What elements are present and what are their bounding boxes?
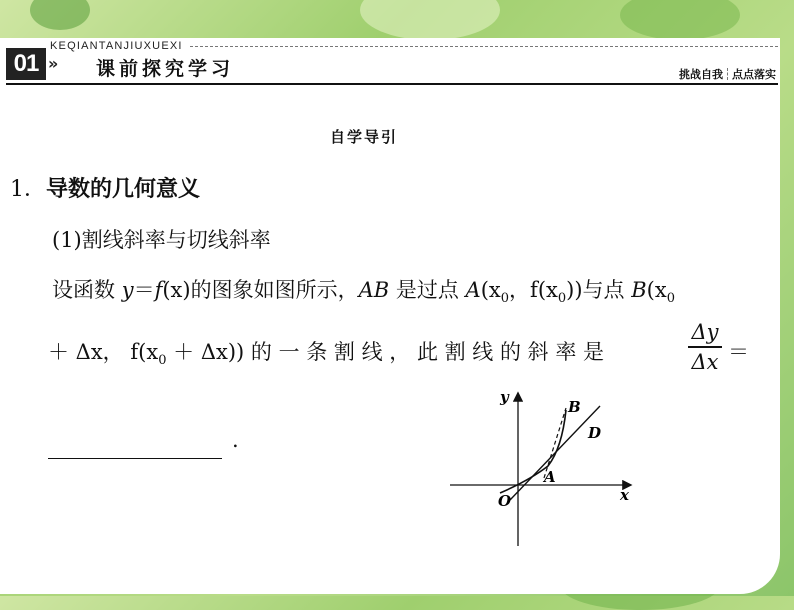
math: ＋ Δx)) xyxy=(166,340,245,364)
point-B-label: B xyxy=(568,398,581,416)
math-sub: 0 xyxy=(557,291,567,307)
point-D-label: D xyxy=(588,424,602,442)
answer-blank[interactable] xyxy=(48,458,222,459)
math-x: (x) xyxy=(162,278,191,302)
sub-item: (1)割线斜率与切线斜率 xyxy=(52,228,271,252)
fraction-numerator: Δy xyxy=(691,320,719,344)
item-number: 1． xyxy=(10,177,46,202)
background-leaf xyxy=(360,0,500,40)
text: 的图象如图所示， xyxy=(190,278,359,302)
math-y: y xyxy=(121,278,134,302)
point-A-label: A xyxy=(544,468,556,486)
origin-label: O xyxy=(498,492,512,510)
section-title: 课前探究学习 xyxy=(96,58,235,80)
section-pinyin: KEQIANTANJIUXUEXI xyxy=(50,40,183,52)
x-axis-label: x xyxy=(620,486,629,504)
math-A: A xyxy=(465,278,481,302)
equals-sign: ＝ xyxy=(728,340,749,364)
chevron-right-icon: » xyxy=(48,54,59,73)
math: ＋ Δx， xyxy=(48,340,124,364)
fraction-denominator: Δx xyxy=(691,349,719,374)
text: 是过点 xyxy=(389,278,466,302)
math-f: f xyxy=(154,278,163,302)
paragraph-line-1 xyxy=(52,274,675,306)
tag-practice: 点点落实 xyxy=(732,68,776,81)
slope-fraction xyxy=(688,320,722,374)
text: 与点 xyxy=(582,278,632,302)
math: )) xyxy=(566,278,583,302)
math-B: B xyxy=(631,278,647,302)
item-heading xyxy=(10,172,200,203)
fraction-bar xyxy=(688,346,722,348)
math-sub: 0 xyxy=(158,353,167,369)
header-underline xyxy=(6,83,778,85)
text: 设函数 xyxy=(52,278,115,302)
math: (x xyxy=(646,278,667,302)
slide-panel xyxy=(0,38,780,594)
header-tags xyxy=(679,66,776,82)
math: ，f(x xyxy=(509,278,558,302)
math-sub: 0 xyxy=(500,291,510,307)
function-graph xyxy=(440,388,640,548)
background-leaf xyxy=(30,0,90,30)
math: (x xyxy=(480,278,501,302)
math-eq: ＝ xyxy=(133,278,155,302)
math-AB: AB xyxy=(358,278,390,302)
tag-challenge: 挑战自我 xyxy=(679,68,723,81)
item-title: 导数的几何意义 xyxy=(46,177,201,202)
math: f(x xyxy=(130,340,159,364)
math-sub: 0 xyxy=(666,291,675,307)
tag-separator xyxy=(727,68,728,80)
period: . xyxy=(232,428,239,452)
section-number: 01 xyxy=(6,48,46,80)
y-axis-label: y xyxy=(500,388,509,406)
header-dotted-line xyxy=(190,46,778,47)
text: 的 一 条 割 线 ， 此 割 线 的 斜 率 是 xyxy=(244,340,604,364)
background-leaf xyxy=(620,0,740,40)
paragraph-line-2 xyxy=(48,336,604,368)
subheading: 自学导引 xyxy=(330,128,399,146)
